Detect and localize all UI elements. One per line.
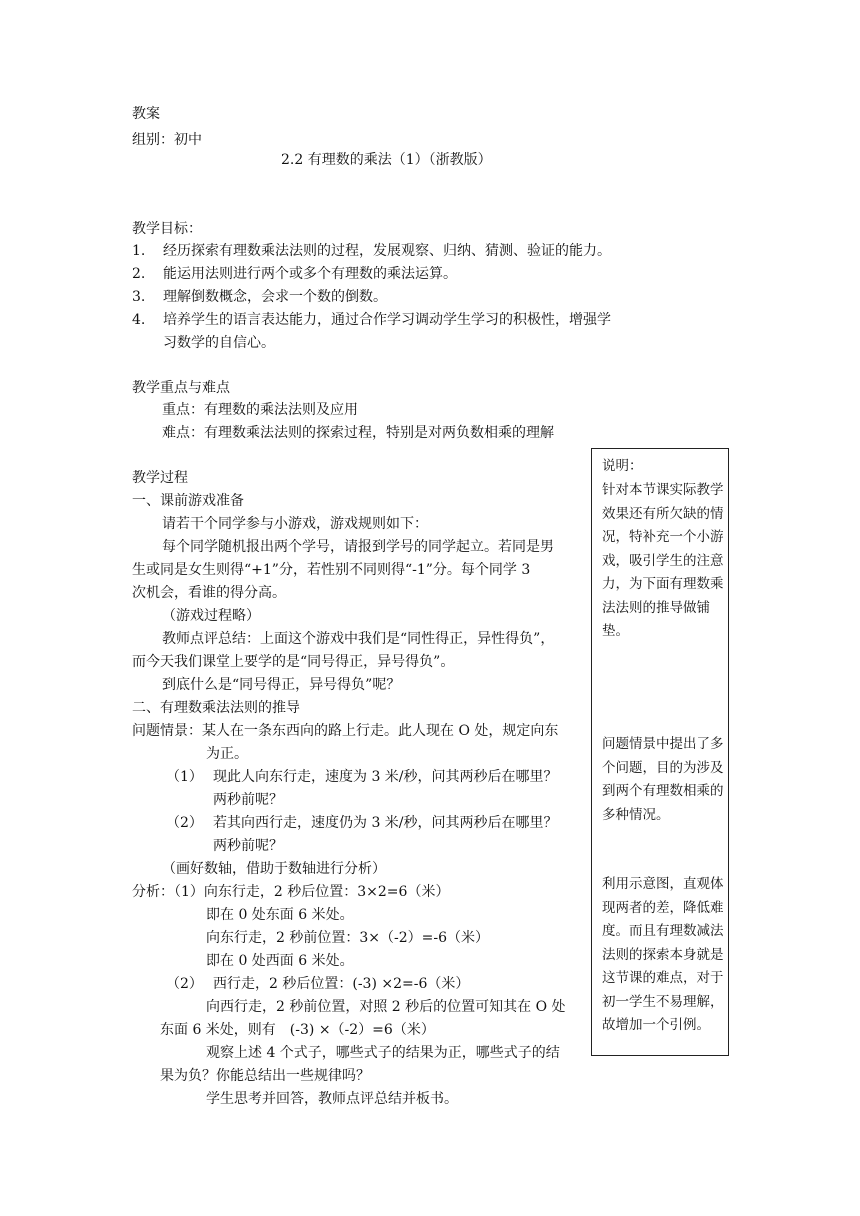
game-omitted: （游戏过程略） [162,608,260,624]
scenario-text-cont: 为正。 [206,746,248,762]
focus-text: 重点：有理数的乘法法则及应用 [162,402,358,418]
page-title: 2.2 有理数的乘法（1）（浙教版） [281,152,492,168]
hint-text: （画好数轴，借助于数轴进行分析） [162,861,386,877]
analysis-line: 西行走，2 秒后位置：(-3) ×2=-6（米） [213,976,470,992]
objective-text: 能运用法则进行两个或多个有理数的乘法运算。 [163,266,457,282]
analysis-line: 即在 0 处西面 6 米处。 [206,953,354,969]
game-rules-line: 生或同是女生则得“+1”分，若性别不同则得“-1”分。每个同学 3 [132,562,531,578]
game-rules-line: 每个同学随机报出两个学号，请报到学号的同学起立。若同是男 [162,539,554,555]
notes-label: 说明： [602,458,643,474]
lead-question: 到底什么是“同号得正，异号得负”呢？ [162,677,401,693]
observation-text: 观察上述 4 个式子，哪些式子的结果为正，哪些式子的结 [206,1045,560,1061]
objective-text: 理解倒数概念，会求一个数的倒数。 [163,289,387,305]
doc-type: 教案 [132,106,160,122]
objective-num: 3. [132,289,146,305]
observation-text-cont: 果为负？你能总结出一些规律吗？ [160,1068,370,1084]
analysis-num: （2） [166,976,203,992]
process-heading: 教学过程 [132,470,188,486]
difficulty-text: 难点：有理数乘法法则的探索过程，特别是对两负数相乘的理解 [162,425,554,441]
objective-num: 4. [132,312,146,328]
objective-num: 2. [132,266,146,282]
objective-text: 培养学生的语言表达能力，通过合作学习调动学生学习的积极性，增强学 [163,312,611,328]
teacher-summary: 教师点评总结：上面这个游戏中我们是“同性得正，异性得负”， [162,631,555,647]
analysis-line: 东面 6 米处，则有 (-3) ×（-2）=6（米） [160,1022,435,1038]
question-num: （1） [166,769,203,785]
analysis-line: 向东行走，2 秒前位置：3×（-2）=-6（米） [206,930,490,946]
analysis-line: 分析：（1）向东行走，2 秒后位置：3×2=6（米） [132,884,450,900]
section-1-title: 一、课前游戏准备 [132,493,244,509]
section-2-title: 二、有理数乘法法则的推导 [132,700,300,716]
note-game: 针对本节课实际教学效果还有所欠缺的情况，特补充一个小游戏，吸引学生的注意力，为下面有理数乘法法则的推导做铺垫。 [602,482,724,639]
game-rules-line: 次机会，看谁的得分高。 [132,585,286,601]
board-summary: 学生思考并回答，教师点评总结并板书。 [206,1091,458,1107]
note-diagram: 利用示意图，直观体现两者的差，降低难度。而且有理数减法法则的探索本身就是这节课的难点，对于初一学生不易理解，故增加一个引例。 [602,876,724,1033]
objective-text-cont: 习数学的自信心。 [163,335,275,351]
note-scenario: 问题情景中提出了多个问题，目的为涉及到两个有理数相乘的多种情况。 [602,736,724,823]
group-label: 组别：初中 [132,132,202,148]
question-num: （2） [166,815,203,831]
teacher-summary-cont: 而今天我们课堂上要学的是“同号得正，异号得负”。 [132,654,455,670]
question-text-cont: 两秒前呢？ [213,792,283,808]
game-intro: 请若干个同学参与小游戏，游戏规则如下： [162,516,428,532]
objective-text: 经历探索有理数乘法法则的过程，发展观察、归纳、猜测、验证的能力。 [163,243,611,259]
question-text: 现此人向东行走，速度为 3 米/秒，问其两秒后在哪里？ [213,769,558,785]
analysis-line: 即在 0 处东面 6 米处。 [206,907,354,923]
question-text-cont: 两秒前呢？ [213,838,283,854]
scenario-text: 问题情景：某人在一条东西向的路上行走。此人现在 O 处，规定向东 [132,723,559,739]
analysis-line: 向西行走，2 秒前位置，对照 2 秒后的位置可知其在 O 处 [206,999,566,1015]
notes-box [591,448,729,1056]
keypoints-heading: 教学重点与难点 [132,380,230,396]
question-text: 若其向西行走，速度仍为 3 米/秒，问其两秒后在哪里？ [213,815,558,831]
objectives-heading: 教学目标： [132,221,202,237]
objective-num: 1. [132,243,146,259]
